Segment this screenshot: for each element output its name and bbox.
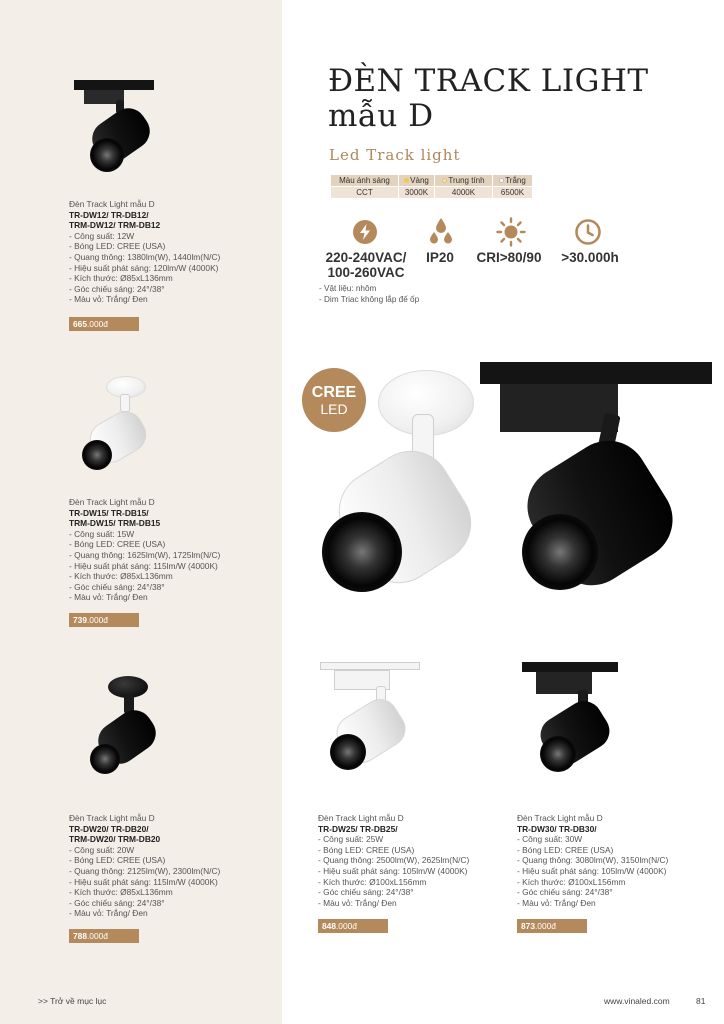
price-tag-dw12 [69,317,139,331]
lightning-icon [352,219,378,245]
product-info-dw12 [69,199,220,305]
product-name: Đèn Track Light mẫu D [517,813,603,823]
spec-led: - Bóng LED: CREE (USA) [517,845,668,856]
spec-size: - Kích thước: Ø85xL136mm [69,887,220,898]
price-main: 788 [73,931,87,941]
spec-led: - Bóng LED: CREE (USA) [69,855,220,866]
price-tag-dw20 [69,929,139,943]
price-suffix: .000đ [335,921,357,931]
title-line-2: mẫu D [328,98,434,134]
spec-size: - Kích thước: Ø100xL156mm [517,877,668,888]
spec-power: - Công suất: 30W [517,834,668,845]
spec-beam-angle: - Góc chiếu sáng: 24°/38° [69,582,220,593]
spec-housing-color: - Màu vỏ: Trắng/ Đen [69,908,220,919]
hero-product-image [312,362,712,602]
spec-housing-color: - Màu vỏ: Trắng/ Đen [318,898,469,909]
product-code: TR-DW15/ TR-DB15/ [69,507,149,518]
voltage-label [316,250,416,280]
spec-lumen: - Quang thông: 1380lm(W), 1440lm(N/C) [69,252,220,263]
page-title [328,63,649,134]
spec-lumen: - Quang thông: 3080lm(W), 3150lm(N/C) [517,855,668,866]
title-line-1: ĐÈN TRACK LIGHT [328,63,649,99]
cri-label: CRI>80/90 [476,250,542,265]
note-material: - Vật liệu: nhôm [319,284,419,295]
spec-power: - Công suất: 15W [69,529,220,540]
website-link[interactable]: www.vinaled.com [604,996,670,1006]
spec-beam-angle: - Góc chiếu sáng: 24°/38° [517,887,668,898]
price-tag-dw30 [517,919,587,933]
product-image-dw12 [70,78,160,178]
spec-size: - Kích thước: Ø85xL136mm [69,571,220,582]
cree-badge-line-1: CREE [311,384,357,401]
price-main: 848 [322,921,336,931]
spec-efficiency: - Hiệu suất phát sáng: 115lm/W (4000K) [69,877,220,888]
cct-value: 4000K [435,187,493,199]
price-main: 739 [73,615,87,625]
product-code: TR-DW20/ TR-DB20/ [69,823,149,834]
voltage-line-2: 100-260VAC [327,265,405,280]
product-image-dw15 [78,376,158,476]
voltage-line-1: 220-240VAC/ [325,250,407,265]
price-suffix: .000đ [86,931,108,941]
product-name: Đèn Track Light mẫu D [69,199,155,209]
sun-icon [496,217,526,247]
product-code: TRM-DW12/ TRM-DB12 [69,220,161,231]
spec-beam-angle: - Góc chiếu sáng: 24°/38° [318,887,469,898]
price-suffix: .000đ [86,615,108,625]
cct-col-name: Trung tính [448,176,485,185]
spec-efficiency: - Hiệu suất phát sáng: 115lm/W (4000K) [69,561,220,572]
spec-power: - Công suất: 25W [318,834,469,845]
ip-rating-label: IP20 [426,250,454,265]
cct-table [330,174,533,199]
spec-housing-color: - Màu vỏ: Trắng/ Đen [69,294,220,305]
notes [319,284,419,305]
clock-icon [574,218,602,246]
product-info-dw15 [69,497,220,603]
spec-efficiency: - Hiệu suất phát sáng: 120lm/W (4000K) [69,263,220,274]
product-name: Đèn Track Light mẫu D [69,497,155,507]
product-code: TR-DW30/ TR-DB30/ [517,823,597,834]
cct-value: 3000K [399,187,435,199]
lifetime-label: >30.000h [561,250,619,265]
white-dot-icon [499,178,504,183]
spec-efficiency: - Hiệu suất phát sáng: 105lm/W (4000K) [318,866,469,877]
spec-power: - Công suất: 20W [69,845,220,856]
cct-col-name: Vàng [410,176,429,185]
product-info-dw25 [318,813,469,908]
spec-lumen: - Quang thông: 2500lm(W), 2625lm(N/C) [318,855,469,866]
neutral-dot-icon [442,178,447,183]
spec-size: - Kích thước: Ø100xL156mm [318,877,469,888]
spec-beam-angle: - Góc chiếu sáng: 24°/38° [69,898,220,909]
back-to-contents-link[interactable]: >> Trở về mục lục [38,996,107,1006]
product-image-dw25 [320,662,420,772]
product-code: TRM-DW20/ TRM-DB20 [69,834,161,845]
spec-led: - Bóng LED: CREE (USA) [318,845,469,856]
price-tag-dw15 [69,613,139,627]
cree-badge-line-2: LED [320,401,348,417]
spec-lumen: - Quang thông: 2125lm(W), 2300lm(N/C) [69,866,220,877]
cct-header-label: Màu ánh sáng [331,175,399,187]
cct-col-name: Trắng [505,176,526,185]
spec-power: - Công suất: 12W [69,231,220,242]
price-main: 873 [521,921,535,931]
cct-col-white [493,175,533,187]
spec-beam-angle: - Góc chiếu sáng: 24°/38° [69,284,220,295]
cct-row-label: CCT [331,187,399,199]
cct-col-yellow [399,175,435,187]
page-number: 81 [696,996,706,1006]
product-info-dw30 [517,813,668,908]
spec-efficiency: - Hiệu suất phát sáng: 105lm/W (4000K) [517,866,668,877]
water-drops-icon [428,217,454,247]
page-subtitle: Led Track light [329,146,461,164]
spec-housing-color: - Màu vỏ: Trắng/ Đen [69,592,220,603]
spec-housing-color: - Màu vỏ: Trắng/ Đen [517,898,668,909]
price-suffix: .000đ [86,319,108,329]
yellow-dot-icon [404,178,409,183]
cct-value: 6500K [493,187,533,199]
spec-led: - Bóng LED: CREE (USA) [69,241,220,252]
spec-led: - Bóng LED: CREE (USA) [69,539,220,550]
cct-col-neutral [435,175,493,187]
product-image-dw20 [86,672,166,782]
price-main: 665 [73,319,87,329]
product-name: Đèn Track Light mẫu D [69,813,155,823]
spec-lumen: - Quang thông: 1625lm(W), 1725lm(N/C) [69,550,220,561]
product-code: TR-DW12/ TR-DB12/ [69,209,149,220]
note-dim: - Dim Triac không lắp đế ốp [319,295,419,306]
product-code: TR-DW25/ TR-DB25/ [318,823,398,834]
product-info-dw20 [69,813,220,919]
price-tag-dw25 [318,919,388,933]
product-name: Đèn Track Light mẫu D [318,813,404,823]
product-code: TRM-DW15/ TRM-DB15 [69,518,161,529]
spec-size: - Kích thước: Ø85xL136mm [69,273,220,284]
price-suffix: .000đ [534,921,556,931]
product-image-dw30 [520,662,620,772]
